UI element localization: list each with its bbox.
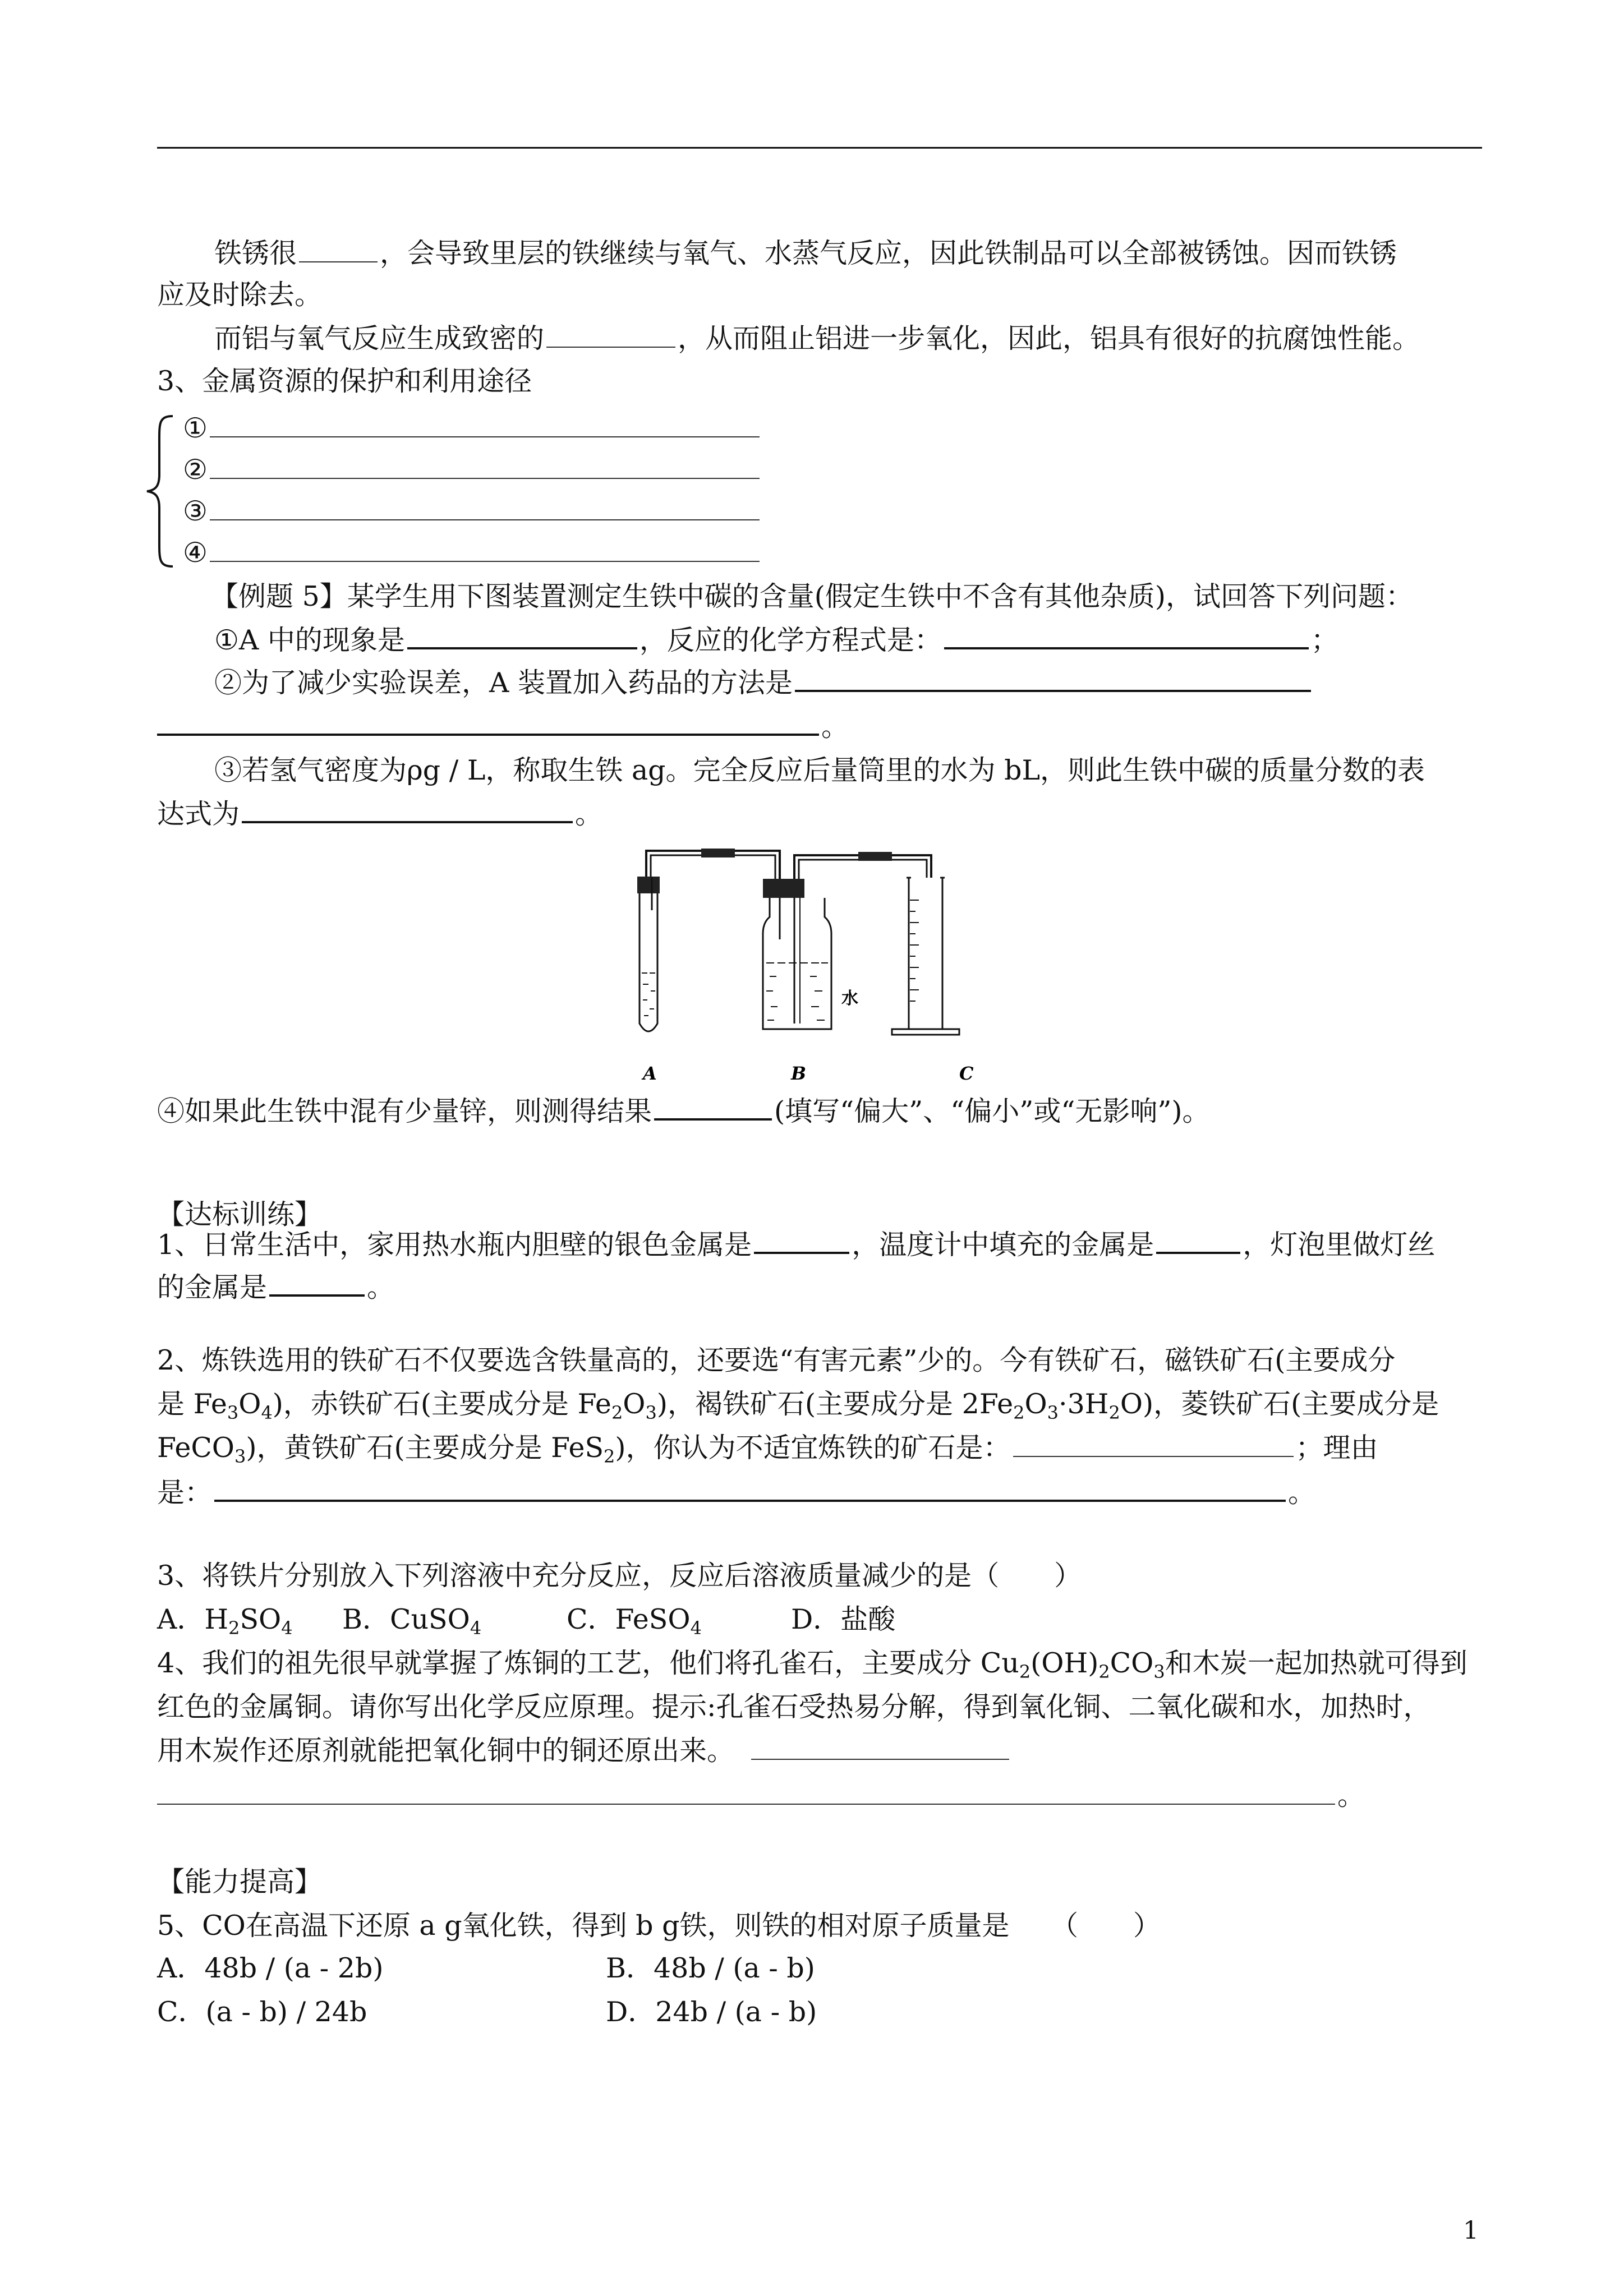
subscript: 2 [1019,1661,1031,1682]
training-q4-line2 [157,1689,1431,1725]
option-d[interactable]: D．24b / (a - b) [606,1996,817,2028]
aluminum-text: 而铝与氧气反应生成致密的 [214,322,545,354]
answer-blank[interactable] [210,535,760,562]
text-run: CO [1110,1647,1154,1679]
training-q3-options [157,1602,895,1646]
water-label: 水 [841,989,858,1008]
answer-blank[interactable] [242,795,573,823]
question-text: ①A 中的现象是 [214,624,405,656]
question-text: ②为了减少实验误差，A 装置加入药品的方法是 [214,667,793,699]
question-text: ③若氢气密度为ρg / L，称取生铁 ag。完全反应后量筒里的水为 bL，则此生铁中碳的质量分数的表 [214,754,1425,786]
answer-blank[interactable] [751,1733,1009,1760]
answer-blank[interactable] [157,708,819,736]
header-rule [157,147,1482,149]
question-text: (填写“偏大”、“偏小”或“无影响”)。 [774,1095,1210,1127]
question-text: 用木炭作还原剂就能把氧化铜中的铜还原出来。 [157,1735,735,1767]
training-q4-line4 [157,1778,1365,1814]
label-b: B [791,1063,807,1084]
protect-item [183,535,762,571]
example5-q4 [157,1092,1210,1129]
option-c[interactable]: C．(a - b) / 24b [157,1996,367,2028]
answer-blank[interactable] [210,452,760,479]
question-text: ，灯泡里做灯丝 [1243,1229,1436,1261]
gas-bottle-b [763,879,831,1029]
stopper-b [763,879,804,898]
question-text: ，反应的化学方程式是： [639,624,942,656]
question-text: ； [1310,624,1338,656]
section3-title [157,363,532,399]
answer-blank[interactable] [654,1092,772,1121]
example5-q2 [214,664,1313,701]
option-d[interactable]: D．盐酸 [791,1603,896,1635]
question-text: 1、日常生活中，家用热水瓶内胆壁的银色金属是 [157,1229,752,1261]
text-run: FeCO [157,1432,234,1464]
example5-q2-cont [157,708,849,745]
protect-item [183,411,762,446]
test-tube-a [637,877,660,1031]
answer-blank[interactable] [269,1269,365,1297]
item-number: ④ [183,537,208,569]
text-run: 。 [1337,1779,1365,1811]
text-run: O [623,1388,646,1420]
option-b[interactable] [342,1602,567,1646]
option-c[interactable] [567,1602,791,1646]
training-q2-line1 [157,1343,1395,1378]
apparatus-figure [595,844,1021,1091]
subscript: 4 [261,1402,273,1423]
rust-text: ，会导致里层的铁继续与氧气、水蒸气反应，因此铁制品可以全部被锈蚀。因而铁锈 [380,237,1397,269]
rust-line-1 [214,236,1397,271]
label-a: A [643,1063,657,1084]
section-header: 【达标训练】 [157,1198,323,1230]
example-text: 【例题 5】某学生用下图装置测定生铁中碳的含量(假定生铁中不含有其他杂质)，试回答下列问题： [211,580,1413,612]
example5-q3-cont [157,795,602,832]
ability-q5-options-row1 [157,1951,815,1986]
text-run: )，赤铁矿石(主要成分是 Fe [272,1388,611,1420]
option-b[interactable]: B．48b / (a - b) [606,1952,815,1984]
question-text: 。 [821,711,849,743]
training-q4-line3 [157,1733,1011,1769]
question-text: 。 [575,798,603,830]
protect-item [183,452,762,488]
answer-blank[interactable] [1156,1226,1240,1254]
section-header: 【能力提高】 [157,1866,323,1898]
subscript: 2 [1098,1661,1110,1682]
answer-blank[interactable] [795,664,1311,692]
subscript: 2 [1013,1402,1025,1423]
text-run: ；理由 [1295,1432,1378,1464]
question-text: ，温度计中填充的金属是 [852,1229,1154,1261]
text-run: A．H [157,1603,229,1635]
page-number: 1 [1463,2216,1479,2245]
option-a[interactable] [157,1602,342,1646]
text-run: O [1024,1388,1047,1420]
text-run: O [238,1388,261,1420]
curly-brace-icon [141,413,181,570]
aluminum-text: ，从而阻止铝进一步氧化，因此，铝具有很好的抗腐蚀性能。 [678,322,1420,354]
question-text: 红色的金属铜。请你写出化学反应原理。提示:孔雀石受热易分解，得到氧化铜、二氧化碳和水，加热时， [157,1691,1431,1723]
subscript: 3 [1047,1402,1059,1423]
subscript: 2 [1108,1402,1120,1423]
question-text: 。 [367,1271,395,1303]
section-title: 3、金属资源的保护和利用途径 [157,365,532,397]
training-q2-line4 [157,1474,1315,1511]
answer-blank[interactable] [1013,1430,1294,1457]
subscript: 3 [234,1446,246,1467]
item-number: ① [183,412,208,444]
text-run: ·3H [1059,1388,1109,1420]
text-run: (OH) [1030,1647,1099,1679]
answer-blank[interactable] [210,494,760,520]
question-text: 2、炼铁选用的铁矿石不仅要选含铁量高的，还要选“有害元素”少的。今有铁矿石，磁铁矿石(主要成分 [157,1344,1396,1376]
rust-text: 应及时除去。 [157,279,323,311]
training-q1-cont [157,1269,394,1306]
subscript: 2 [604,1446,615,1467]
question-text: 的金属是 [157,1271,268,1303]
text-run: )，你认为不适宜炼铁的矿石是： [615,1432,1011,1464]
subscript: 3 [1153,1661,1165,1682]
text-run: C．FeSO [567,1603,691,1635]
answer-blank[interactable] [157,1778,1335,1805]
measuring-cylinder-c [892,878,959,1035]
text-run: 4、我们的祖先很早就掌握了炼铜的工艺，他们将孔雀石，主要成分 Cu [157,1647,1019,1679]
subscript: 4 [281,1617,293,1639]
training-q1 [157,1226,1435,1263]
training-q2-line2 [157,1386,1439,1431]
question-text: 5、CO在高温下还原 a g氧化铁，得到 b g铁，则铁的相对原子质量是 （ ） [157,1910,1161,1942]
protect-item [183,494,762,529]
text-run: 是： [157,1477,213,1509]
aluminum-line [214,321,1420,357]
subscript: 3 [645,1402,657,1423]
example5-q1 [214,621,1338,658]
option-a[interactable]: A．48b / (a - 2b) [157,1952,384,1984]
training-q4-line1 [157,1645,1467,1690]
training-q3 [157,1558,1082,1594]
text-run: O)，菱铁矿石(主要成分是 [1120,1388,1439,1420]
answer-blank[interactable] [546,321,675,348]
answer-blank[interactable] [754,1226,849,1254]
text-run: 。 [1288,1477,1316,1509]
answer-blank[interactable] [214,1474,1286,1502]
text-run: )，褐铁矿石(主要成分是 2Fe [656,1388,1014,1420]
question-text: 3、将铁片分别放入下列溶液中充分反应，反应后溶液质量减少的是（ ） [157,1560,1082,1592]
text-run: 和木炭一起加热就可得到 [1165,1647,1467,1679]
answer-blank[interactable] [944,621,1309,649]
rust-text: 铁锈很 [214,237,297,269]
stopper-a [637,877,660,893]
subscript: 2 [228,1617,240,1639]
text-run: SO [240,1603,282,1635]
text-run: B．CuSO [342,1603,470,1635]
example5-intro [211,579,1413,615]
answer-blank[interactable] [299,236,378,262]
rust-line-2 [157,277,322,313]
example5-q3 [214,753,1425,789]
question-text: ④如果此生铁中混有少量锌，则测得结果 [157,1095,652,1127]
ability-q5-options-row2 [157,1994,817,2030]
training-q2-line3 [157,1430,1378,1474]
answer-blank[interactable] [407,621,637,649]
answer-blank[interactable] [210,411,760,437]
item-number: ③ [183,495,208,527]
label-c: C [959,1063,974,1084]
subscript: 3 [227,1402,239,1423]
text-run: )，黄铁矿石(主要成分是 FeS [246,1432,604,1464]
item-number: ② [183,454,208,486]
text-run: 是 Fe [157,1388,227,1420]
subscript: 2 [611,1402,623,1423]
ability-q5 [157,1908,1161,1944]
subscript: 4 [690,1617,702,1639]
subscript: 4 [470,1617,482,1639]
ability-header [157,1864,322,1900]
question-text: 达式为 [157,798,240,830]
